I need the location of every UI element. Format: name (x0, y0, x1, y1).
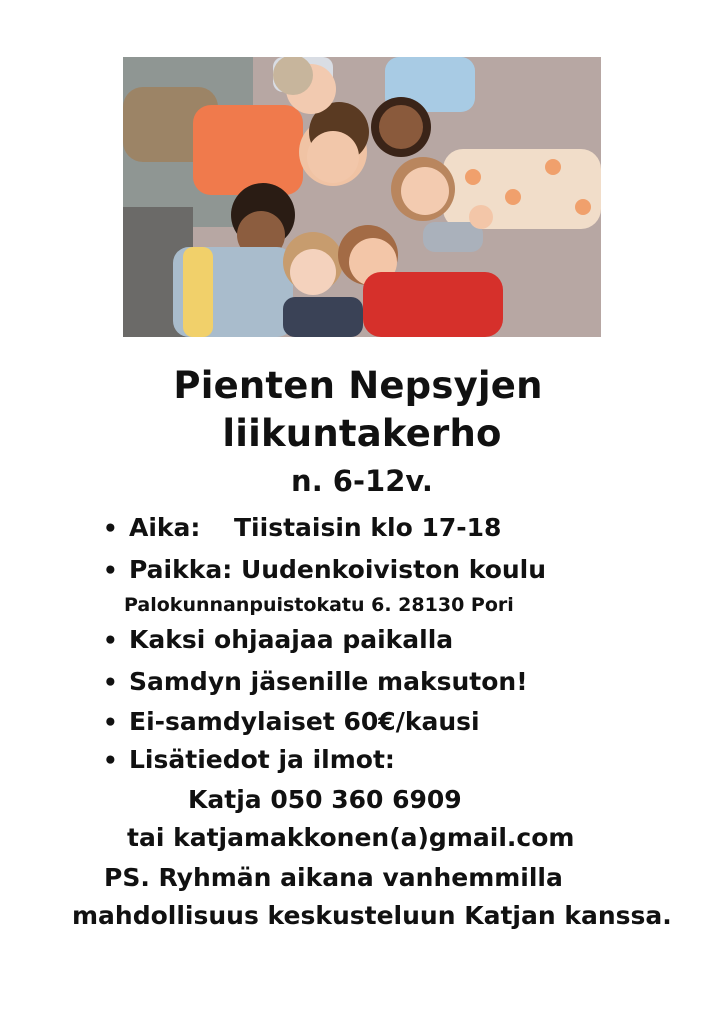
ps-line-2: mahdollisuus keskusteluun Katjan kanssa. (72, 901, 672, 930)
page-title-line-1: Pienten Nepsyjen (173, 364, 543, 407)
time-label: Aika: (129, 513, 201, 542)
list-item-members-free (103, 666, 528, 699)
instructors-text: Kaksi ohjaajaa paikalla (129, 625, 454, 654)
bullet-icon: • (103, 710, 118, 736)
bullet-icon: • (103, 748, 118, 774)
ps-line-1: PS. Ryhmän aikana vanhemmilla (104, 863, 563, 892)
contact-phone: Katja 050 360 6909 (188, 785, 462, 814)
contact-email: tai katjamakkonen(a)gmail.com (127, 823, 575, 852)
place-label: Paikka: (129, 555, 233, 584)
page-title-line-2: liikuntakerho (222, 412, 502, 455)
members-free-text: Samdyn jäsenille maksuton! (129, 667, 528, 696)
children-lying-in-circle-photo (123, 57, 601, 337)
bullet-icon: • (103, 516, 118, 542)
address: Palokunnanpuistokatu 6. 28130 Pori (124, 594, 514, 616)
time-value: Tiistaisin klo 17-18 (234, 513, 502, 542)
list-item-place (103, 554, 546, 587)
list-item-non-members (103, 706, 480, 739)
list-item-info (103, 744, 395, 777)
place-value: Uudenkoiviston koulu (240, 555, 547, 584)
children-photo (123, 57, 601, 337)
bullet-icon: • (103, 558, 118, 584)
list-item-time (103, 512, 501, 545)
list-item-instructors (103, 624, 453, 657)
age-range: n. 6-12v. (291, 464, 433, 498)
bullet-icon: • (103, 670, 118, 696)
info-text: Lisätiedot ja ilmot: (129, 745, 395, 774)
bullet-icon: • (103, 628, 118, 654)
non-members-text: Ei-samdylaiset 60€/kausi (129, 707, 480, 736)
